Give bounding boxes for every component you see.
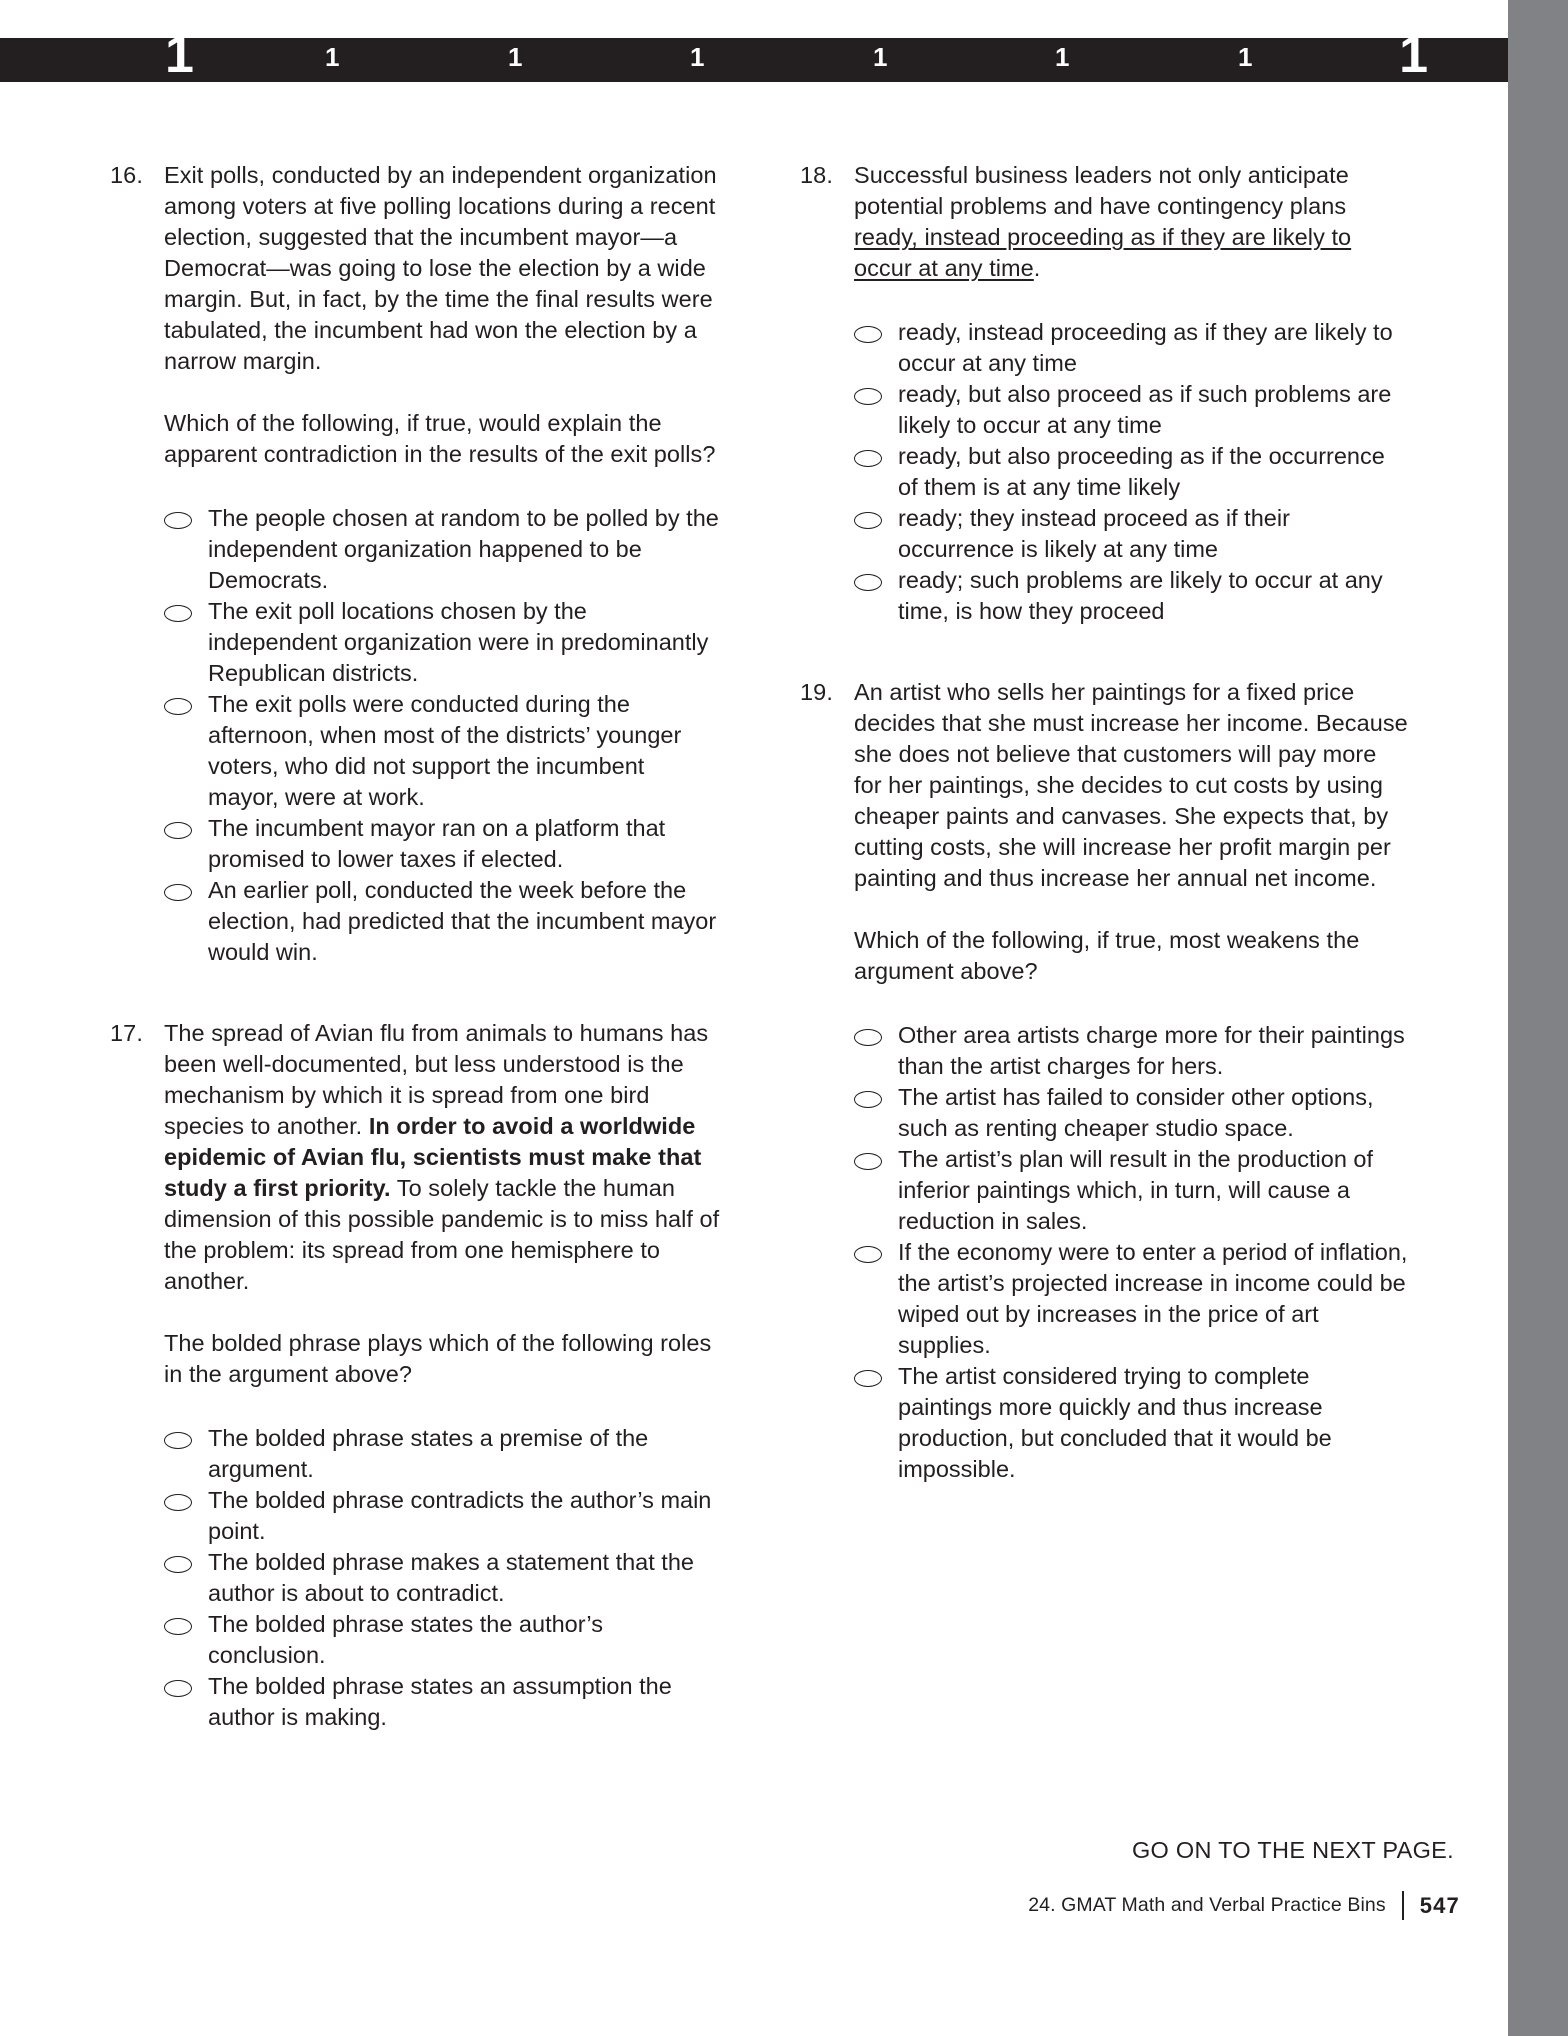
question-18-choices [800, 317, 1410, 627]
page-footer [800, 1835, 1460, 1920]
choice-option[interactable] [854, 1020, 1410, 1082]
choice-label: ready; they instead proceed as if their occurrence is likely at any time [898, 505, 1290, 562]
question-16-passage: Exit polls, conducted by an independent organization among voters at five polling locations during a recent election, suggested that the incumbent mayor—a Democrat—was going to lose the election by a wide margin. But, in fact, by the time the final results were tabulated, the incumbent had won the election by a narrow margin. [164, 162, 717, 374]
choice-option[interactable] [854, 379, 1410, 441]
question-18-passage-part1: Successful business leaders not only anticipate potential problems and have contingency plans [854, 162, 1349, 219]
section-header-band [0, 26, 1508, 84]
radio-oval-icon[interactable] [164, 813, 208, 839]
question-17-passage-part2: To solely tackle the human dimension of this possible pandemic is to miss half of the problem: its spread from one hemisphere to another. [164, 1175, 720, 1294]
question-19-number: 19. [800, 679, 833, 705]
choice-label: The exit polls were conducted during the afternoon, when most of the districts’ younger voters, who did not support the incumbent mayor, were at work. [208, 691, 682, 810]
section-marker-8: 1 [1399, 26, 1428, 84]
footer-chapter-title: 24. GMAT Math and Verbal Practice Bins [1028, 1894, 1386, 1916]
choice-label: The people chosen at random to be polled by the independent organization happened to be Democrats. [208, 505, 719, 593]
choice-label: The artist has failed to consider other options, such as renting cheaper studio space. [898, 1084, 1374, 1141]
choice-option[interactable] [854, 565, 1410, 627]
choice-option[interactable] [164, 813, 720, 875]
question-17 [110, 1018, 720, 1733]
section-marker-7: 1 [1238, 42, 1253, 72]
question-17-number: 17. [110, 1020, 143, 1046]
radio-oval-icon[interactable] [854, 1082, 898, 1108]
choice-option[interactable] [854, 1082, 1410, 1144]
choice-label: The bolded phrase states an assumption the author is making. [208, 1673, 672, 1730]
choice-label: The artist’s plan will result in the production of inferior paintings which, in turn, will cause a reduction in sales. [898, 1146, 1374, 1234]
radio-oval-icon[interactable] [164, 596, 208, 622]
radio-oval-icon[interactable] [164, 689, 208, 715]
radio-oval-icon[interactable] [854, 441, 898, 467]
section-marker-2: 1 [325, 42, 340, 72]
choice-option[interactable] [164, 1485, 720, 1547]
go-on-notice: GO ON TO THE NEXT PAGE. [1131, 1837, 1454, 1863]
question-18-underlined-segment: ready, instead proceeding as if they are likely to occur at any time [854, 224, 1352, 281]
question-17-passage-bold: In order to avoid a worldwide epidemic of Avian flu, scientists must make that study a first priority. [164, 1113, 702, 1201]
left-column [110, 160, 720, 1763]
choice-option[interactable] [164, 1671, 720, 1733]
radio-oval-icon[interactable] [164, 503, 208, 529]
choice-label: ready; such problems are likely to occur at any time, is how they proceed [898, 567, 1383, 624]
choice-label: The bolded phrase contradicts the author’s main point. [208, 1487, 712, 1544]
choice-label: The bolded phrase states a premise of the argument. [208, 1425, 649, 1482]
footer-divider [1402, 1891, 1404, 1920]
radio-oval-icon[interactable] [854, 317, 898, 343]
question-17-stem: The bolded phrase plays which of the following roles in the argument above? [164, 1330, 712, 1387]
radio-oval-icon[interactable] [854, 1020, 898, 1046]
choice-option[interactable] [854, 1237, 1410, 1361]
radio-oval-icon[interactable] [854, 1361, 898, 1387]
radio-oval-icon[interactable] [164, 875, 208, 901]
radio-oval-icon[interactable] [854, 379, 898, 405]
choice-label: Other area artists charge more for their paintings than the artist charges for hers. [898, 1022, 1405, 1079]
question-16 [110, 160, 720, 968]
radio-oval-icon[interactable] [164, 1423, 208, 1449]
choice-option[interactable] [164, 875, 720, 968]
choice-option[interactable] [164, 1609, 720, 1671]
question-18 [800, 160, 1410, 627]
question-19-stem: Which of the following, if true, most weakens the argument above? [854, 927, 1360, 984]
radio-oval-icon[interactable] [164, 1671, 208, 1697]
choice-label: ready, but also proceeding as if the occurrence of them is at any time likely [898, 443, 1385, 500]
section-marker-5: 1 [873, 42, 888, 72]
choice-option[interactable] [854, 1361, 1410, 1485]
page-edge-strip [1508, 0, 1568, 2036]
choice-label: ready, instead proceeding as if they are likely to occur at any time [898, 319, 1393, 376]
question-19-passage: An artist who sells her paintings for a fixed price decides that she must increase her income. Because she does not believe that customers will pay more for her paintings, she decides to cut costs by using cheaper paints and canvases. She expects that, by cutting costs, she will increase her profit margin per painting and thus increase her annual net income. [854, 679, 1408, 891]
question-18-passage-part2: . [1033, 255, 1041, 281]
question-17-passage-part1: The spread of Avian flu from animals to humans has been well-documented, but less understood is the mechanism by which it is spread from one bird species to another. [164, 1020, 709, 1139]
question-16-choices [110, 503, 720, 968]
question-16-stem: Which of the following, if true, would explain the apparent contradiction in the results of the exit polls? [164, 410, 716, 467]
question-19 [800, 677, 1410, 1485]
radio-oval-icon[interactable] [164, 1485, 208, 1511]
section-marker-4: 1 [690, 42, 705, 72]
radio-oval-icon[interactable] [164, 1609, 208, 1635]
right-column [800, 160, 1410, 1515]
radio-oval-icon[interactable] [854, 565, 898, 591]
question-17-choices [110, 1423, 720, 1733]
choice-label: The exit poll locations chosen by the independent organization were in predominantly Republican districts. [208, 598, 709, 686]
choice-option[interactable] [164, 596, 720, 689]
choice-option[interactable] [164, 1423, 720, 1485]
question-16-number: 16. [110, 162, 143, 188]
radio-oval-icon[interactable] [854, 503, 898, 529]
choice-option[interactable] [164, 689, 720, 813]
choice-label: The bolded phrase makes a statement that the author is about to contradict. [208, 1549, 694, 1606]
choice-option[interactable] [164, 503, 720, 596]
choice-label: If the economy were to enter a period of inflation, the artist’s projected increase in income could be wiped out by increases in the price of art supplies. [898, 1239, 1408, 1358]
section-marker-3: 1 [508, 42, 523, 72]
radio-oval-icon[interactable] [854, 1144, 898, 1170]
choice-option[interactable] [854, 1144, 1410, 1237]
question-19-choices [800, 1020, 1410, 1485]
choice-option[interactable] [854, 503, 1410, 565]
choice-label: ready, but also proceed as if such problems are likely to occur at any time [898, 381, 1392, 438]
choice-label: The bolded phrase states the author’s conclusion. [208, 1611, 603, 1668]
question-18-number: 18. [800, 162, 833, 188]
choice-option[interactable] [164, 1547, 720, 1609]
choice-label: An earlier poll, conducted the week before the election, had predicted that the incumbent mayor would win. [208, 877, 717, 965]
choice-option[interactable] [854, 441, 1410, 503]
radio-oval-icon[interactable] [854, 1237, 898, 1263]
choice-label: The artist considered trying to complete paintings more quickly and thus increase production, but concluded that it would be impossible. [898, 1363, 1332, 1482]
choice-label: The incumbent mayor ran on a platform that promised to lower taxes if elected. [208, 815, 666, 872]
page-number: 547 [1419, 1892, 1460, 1918]
choice-option[interactable] [854, 317, 1410, 379]
section-marker-6: 1 [1055, 42, 1070, 72]
section-marker-1: 1 [165, 26, 194, 84]
radio-oval-icon[interactable] [164, 1547, 208, 1573]
